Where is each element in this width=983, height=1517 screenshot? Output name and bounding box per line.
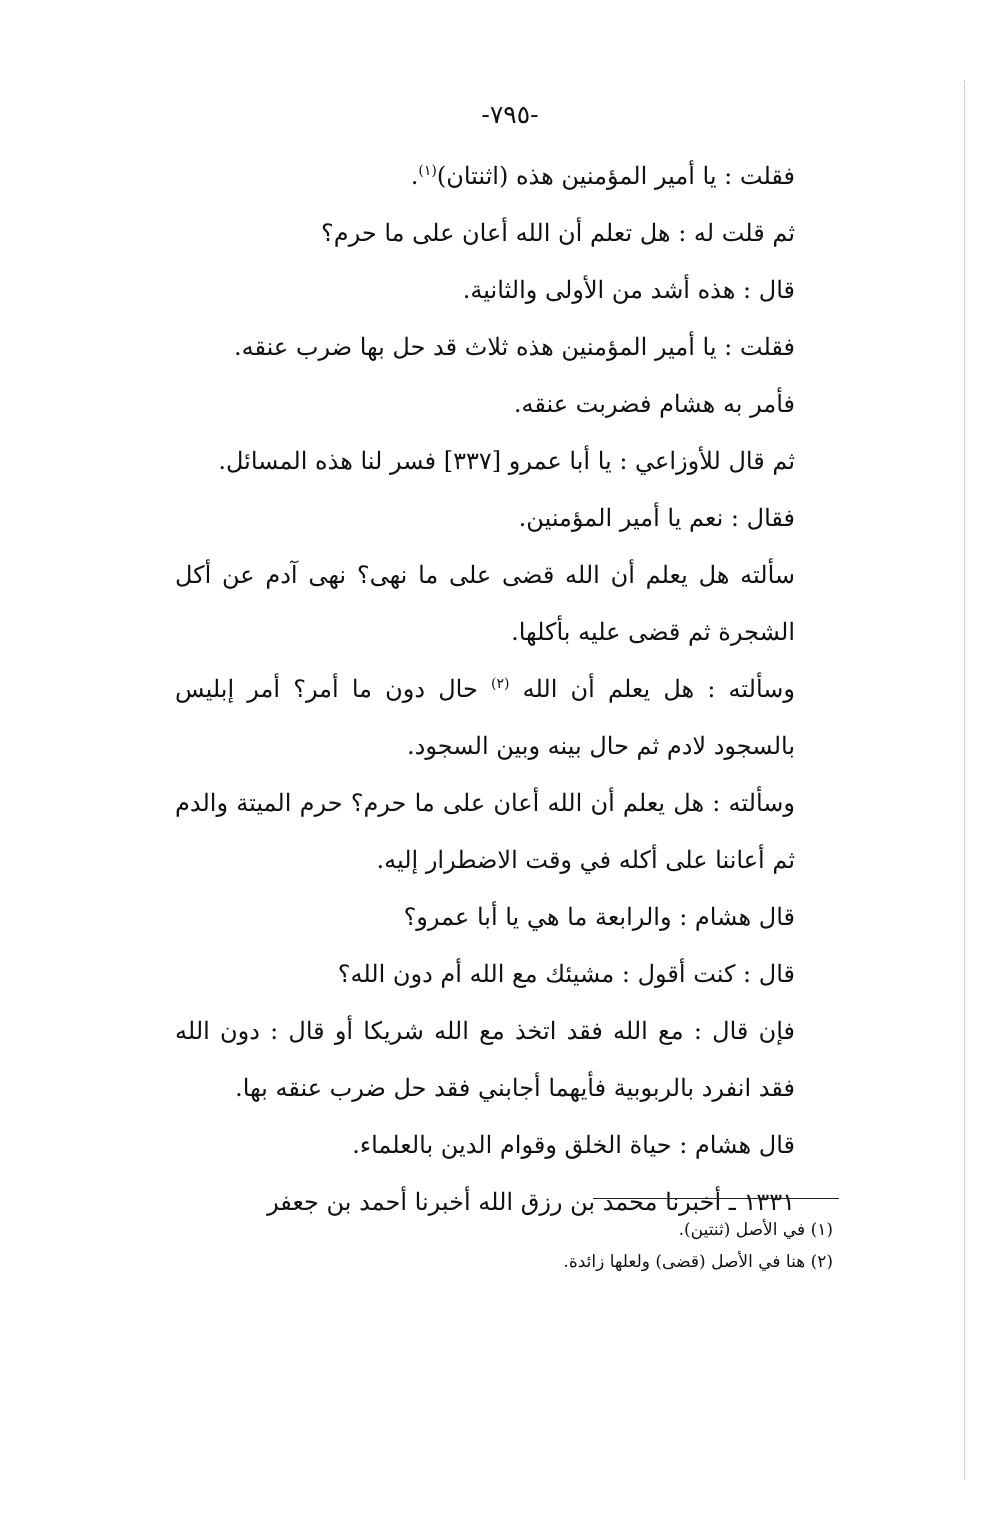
paragraph-15: ١٣٣١ ـ أخبرنا محمد بن رزق الله أخبرنا أحمد بن جعفر xyxy=(267,1188,795,1216)
paragraph-text-end: حال دون ما أمر؟ أمر إبليس بالسجود لادم ثم حال بينه وبين السجود. xyxy=(175,675,795,760)
paragraph-text: فقلت : يا أمير المؤمنين هذه (اثنتان) xyxy=(436,162,795,190)
footnote-2: (٢) هنا في الأصل (قضى) ولعلها زائدة. xyxy=(563,1252,833,1272)
main-text xyxy=(175,148,795,1231)
paragraph-text: وسألته : هل يعلم أن الله xyxy=(522,675,795,703)
paragraph-12: قال : كنت أقول : مشيئك مع الله أم دون الله؟ xyxy=(337,960,795,988)
paragraph-9 xyxy=(175,661,795,775)
paragraph-6: ثم قال للأوزاعي : يا أبا عمرو [٣٣٧] فسر لنا هذه المسائل. xyxy=(218,447,795,475)
paragraph-13: فإن قال : مع الله فقد اتخذ مع الله شريكا أو قال : دون الله فقد انفرد بالربوبية فأيهما أجابني فقد حل ضرب عنقه بها. xyxy=(175,1017,795,1102)
footnote-ref-2: (٢) xyxy=(490,676,510,692)
footnotes xyxy=(233,1214,833,1278)
scan-edge-line xyxy=(964,80,965,1480)
footnote-divider xyxy=(593,1198,839,1199)
paragraph-14: قال هشام : حياة الخلق وقوام الدين بالعلماء. xyxy=(352,1131,795,1159)
paragraph-4: فقلت : يا أمير المؤمنين هذه ثلاث قد حل بها ضرب عنقه. xyxy=(234,333,795,361)
paragraph-text-end: . xyxy=(410,162,419,190)
paragraph-1 xyxy=(175,148,795,205)
page-number: -٧٩٥- xyxy=(481,100,539,129)
paragraph-10: وسألته : هل يعلم أن الله أعان على ما حرم؟ حرم الميتة والدم ثم أعاننا على أكله في وقت الاضطرار إليه. xyxy=(175,789,795,874)
footnote-ref-1: (١) xyxy=(418,163,437,179)
paragraph-3: قال : هذه أشد من الأولى والثانية. xyxy=(462,276,795,304)
paragraph-7: فقال : نعم يا أمير المؤمنين. xyxy=(518,504,795,532)
paragraph-11: قال هشام : والرابعة ما هي يا أبا عمرو؟ xyxy=(403,903,795,931)
footnote-1: (١) في الأصل (ثنتين). xyxy=(678,1220,833,1240)
paragraph-8: سألته هل يعلم أن الله قضى على ما نهى؟ نهى آدم عن أكل الشجرة ثم قضى عليه بأكلها. xyxy=(175,561,795,646)
paragraph-2: ثم قلت له : هل تعلم أن الله أعان على ما حرم؟ xyxy=(321,219,795,247)
paragraph-5: فأمر به هشام فضربت عنقه. xyxy=(513,390,795,418)
